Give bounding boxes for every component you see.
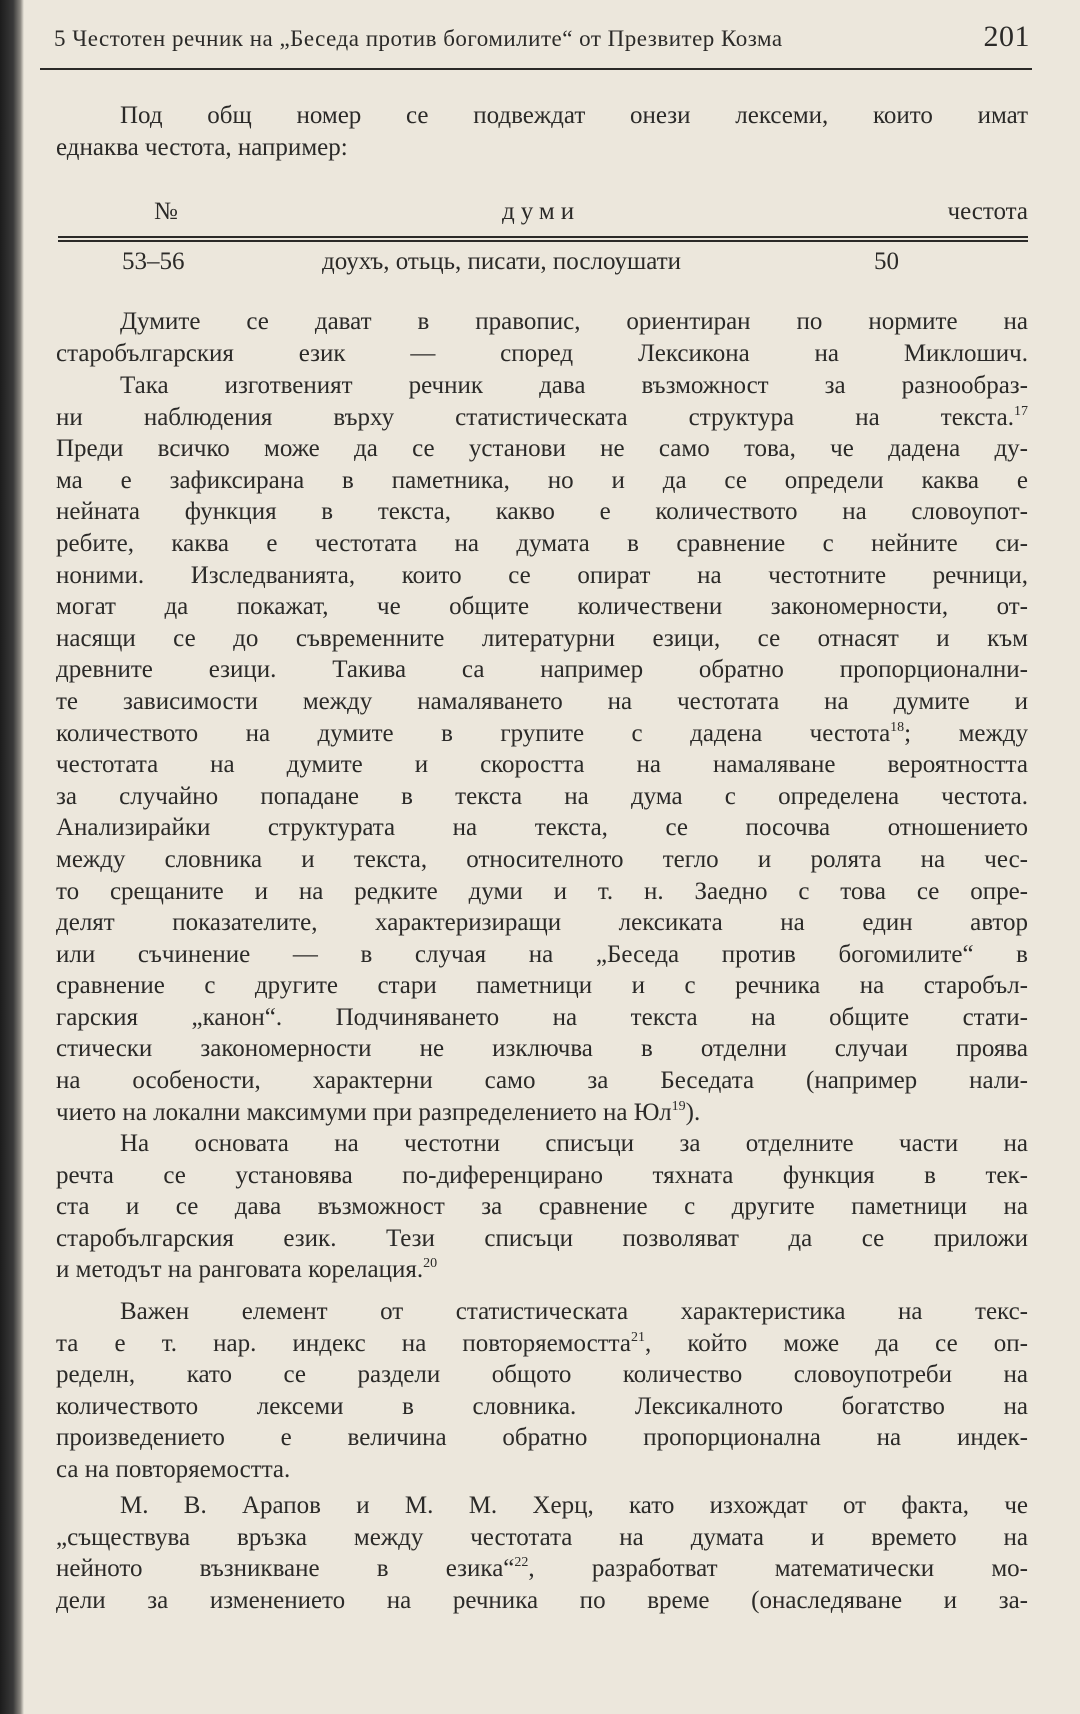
text-line: ноними. Изследванията, които се опират на честотните речници, xyxy=(56,561,1028,589)
footnote-ref: 18 xyxy=(890,719,905,735)
text-line: ма е зафиксирана в паметника, но и да се определи каква е xyxy=(56,466,1028,494)
text-line: на особености, характерни само за Беседата (например нали- xyxy=(56,1067,1028,1095)
text-line: насящи се до съвременните литературни езици, се отнасят и към xyxy=(56,624,1028,652)
text-line: Думите се дават в правопис, ориентиран по нормите на xyxy=(120,308,1028,335)
text-line: „съществува връзка между честотата на думата и времето на xyxy=(56,1523,1028,1551)
text-line: М. В. Арапов и М. М. Херц, като изхождат от факта, че xyxy=(120,1492,1028,1519)
text-line: старобългарския език. Тези списъци позволяват да се приложи xyxy=(56,1224,1028,1252)
text-line: количеството лексеми в словника. Лексикалното богатство на xyxy=(56,1392,1028,1420)
text-line: или съчинение — в случая на „Беседа против богомилите“ в xyxy=(56,940,1028,968)
row-number: 53–56 xyxy=(122,248,185,275)
text-line: между словника и текста, относителното тегло и ролята на чес- xyxy=(56,845,1028,873)
column-header-words: думи xyxy=(502,198,581,225)
paragraph-2 xyxy=(56,306,1028,369)
paragraph-5 xyxy=(56,1296,1028,1486)
book-binding-shadow xyxy=(0,0,24,1714)
text-line: Преди всичко може да се установи не само това, че дадена ду- xyxy=(56,435,1028,463)
text-line: нейната функция в текста, какво е количеството на словоупот- xyxy=(56,498,1028,526)
text-line: стически закономерности не изключва в отделни случаи проява xyxy=(56,1035,1028,1063)
column-header-number: № xyxy=(154,198,178,225)
example-table xyxy=(58,190,1028,290)
text-line: гарския „канон“. Подчиняването на текста на общите стати- xyxy=(56,1003,1028,1031)
text-line: сравнение с другите стари паметници и с речника на старобъл- xyxy=(56,972,1028,1000)
text-line: за случайно попадане в текста на дума с определена честота. xyxy=(56,782,1028,810)
footnote-ref: 19 xyxy=(671,1098,686,1114)
text-line: еднаква честота, например: xyxy=(56,133,348,161)
text-line: и методът на ранговата корелация.$^{20}$ xyxy=(56,1256,438,1284)
row-frequency: 50 xyxy=(874,248,899,275)
table-rule xyxy=(58,236,1028,238)
text-line: Под общ номер се подвеждат онези лексеми, които имат xyxy=(120,102,1028,129)
paragraph-1 xyxy=(56,100,1028,163)
text-line: честотата на думите и скоростта на намаляване вероятността xyxy=(56,751,1028,779)
text-line: Анализирайки структурата на текста, се посочва отношението xyxy=(56,814,1028,842)
text-line: та е т. нар. индекс на повторяемостта$^{21}$, който може да се оп- xyxy=(56,1329,1028,1357)
text-line: Така изготвеният речник дава възможност за разнообраз- xyxy=(120,372,1028,399)
text-line: ребите, каква е честотата на думата в сравнение с нейните си- xyxy=(56,529,1028,557)
text-line: Важен елемент от статистическата характеристика на текс- xyxy=(120,1298,1028,1325)
text-line: ределн, като се раздели общото количество словоупотреби на xyxy=(56,1361,1028,1389)
footnote-ref: 21 xyxy=(630,1329,645,1345)
paragraph-4 xyxy=(56,1128,1028,1286)
running-title: 5 Честотен речник на „Беседа против богомилите“ от Презвитер Козма xyxy=(54,26,783,51)
text-line: чието на локални максимуми при разпределението на $Юл^{19}$). xyxy=(56,1098,701,1126)
text-line: ста и се дава възможност за сравнение с другите паметници на xyxy=(56,1193,1028,1221)
footnote-ref: 20 xyxy=(423,1256,438,1272)
footnote-ref: 22 xyxy=(514,1555,529,1571)
paragraph-3 xyxy=(56,370,1028,1128)
text-line: то срещаните и на редките думи и т. н. Заедно с това се опре- xyxy=(56,877,1028,905)
row-words: доухъ, отьць, писати, послоушати xyxy=(322,248,682,275)
footnote-ref: 17 xyxy=(1014,403,1028,419)
text-line: старобългарския език — според Лексикона на Миклошич. xyxy=(56,339,1028,367)
text-line: делят показателите, характеризиращи лексиката на един автор xyxy=(56,909,1028,937)
text-line: речта се установява по-диференцирано тяхната функция в тек- xyxy=(56,1161,1028,1189)
table-rule xyxy=(58,240,1028,242)
header-rule xyxy=(40,68,1032,70)
text-line: На основата на честотни списъци за отделните части на xyxy=(120,1130,1028,1157)
text-line: древните езици. Такива са например обратно пропорционални- xyxy=(56,656,1028,684)
column-header-frequency: честота xyxy=(947,198,1028,225)
text-line: нейното възникване в езика“$^{22}$, разработват математически мо- xyxy=(56,1555,1028,1583)
page-number: 201 xyxy=(983,20,1030,53)
page xyxy=(40,0,1040,1714)
text-line: дели за изменението на речника по време (онаследяване и за- xyxy=(56,1586,1028,1614)
text-line: количеството на думите в групите с дадена честота$^{18}$; между xyxy=(56,719,1028,747)
running-header xyxy=(54,20,1030,64)
text-line: могат да покажат, че общите количествени закономерности, от- xyxy=(56,593,1028,621)
text-line: произведението е величина обратно пропорционална на индек- xyxy=(56,1424,1028,1452)
paragraph-6 xyxy=(56,1490,1028,1616)
text-line: те зависимости между намаляването на честотата на думите и xyxy=(56,687,1028,715)
text-line: ни наблюдения върху статистическата структура на текста.$^{17}$ xyxy=(56,403,1028,431)
text-line: са на повторяемостта. xyxy=(56,1455,291,1483)
